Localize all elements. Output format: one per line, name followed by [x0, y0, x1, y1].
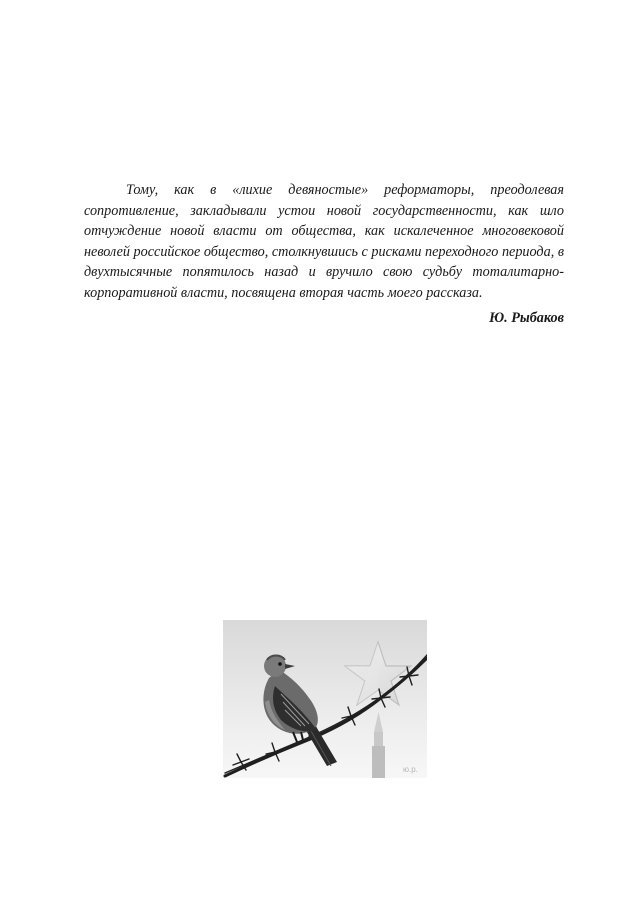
photo-signature: ю.р. — [403, 765, 418, 774]
epigraph-author: Ю. Рыбаков — [489, 310, 564, 326]
epigraph-text: Тому, как в «лихие девяностые» реформаторы, преодолевая сопротивление, закладывали устои новой государственности, как шло отчуждение новой власти от общества, как искалеченное многовековой неволей российское общество, столкнувшись с рисками переходного периода, в двухтысячные попятилось назад и вручило свою судьбу тоталитарно-корпоративной власти, посвящена вторая часть моего рассказа. — [84, 182, 564, 301]
photo-bird-barbed-wire — [223, 620, 427, 778]
